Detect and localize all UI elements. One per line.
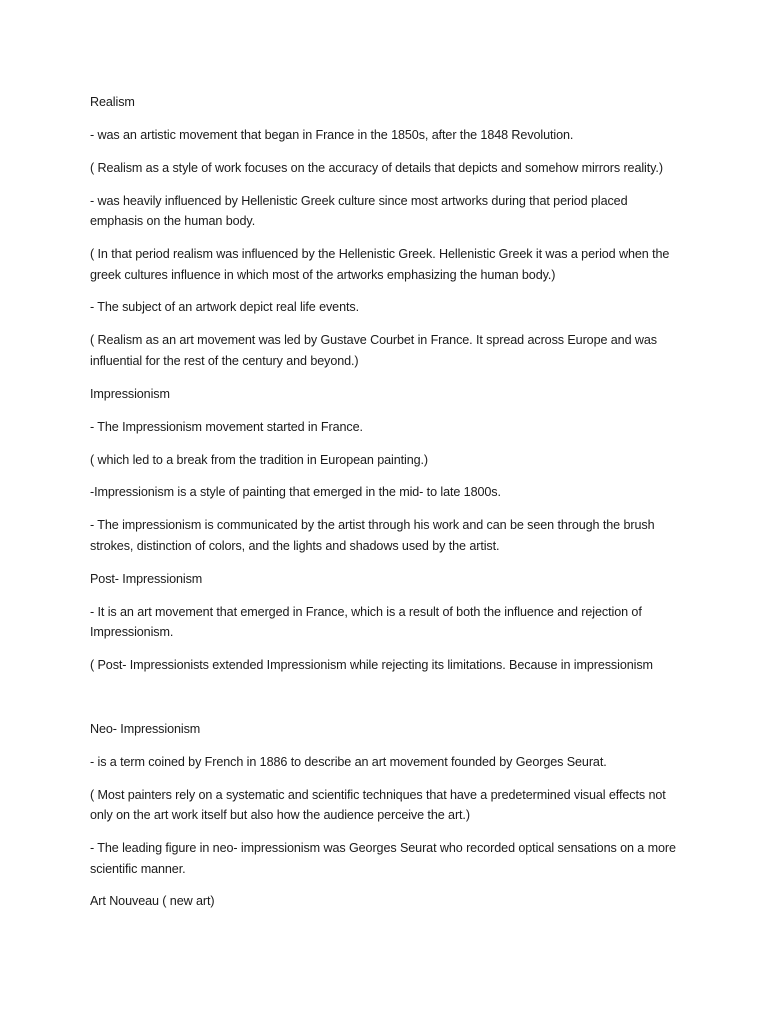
paragraph: ( which led to a break from the tradition in European painting.)	[90, 452, 429, 467]
paragraph: - is a term coined by French in 1886 to describe an art movement founded by Georges Seurat.	[90, 754, 607, 769]
section-heading-art-nouveau: Art Nouveau ( new art)	[90, 894, 215, 909]
paragraph: - The impressionism is communicated by the artist through his work and can be seen through the brush strokes, distinction of colors, and the lights and shadows used by the artist.	[90, 518, 655, 553]
paragraph: - was heavily influenced by Hellenistic Greek culture since most artworks during that period placed emphasis on the human body.	[90, 193, 628, 229]
paragraph: ( Post- Impressionists extended Impressionism while rejecting its limitations. Because in impressionism	[90, 657, 653, 672]
paragraph: ( In that period realism was influenced by the Hellenistic Greek. Hellenistic Greek it was a period when the greek cultures influence in which most of the artworks emphasizing the human body.)	[90, 247, 670, 282]
paragraph: -Impressionism is a style of painting that emerged in the mid- to late 1800s.	[90, 485, 501, 500]
paragraph: - was an artistic movement that began in France in the 1850s, after the 1848 Revolution.	[90, 127, 574, 142]
paragraph: ( Realism as a style of work focuses on the accuracy of details that depicts and somehow mirrors reality.)	[90, 160, 663, 175]
section-heading-post-impressionism: Post- Impressionism	[90, 571, 203, 586]
paragraph: ( Most painters rely on a systematic and scientific techniques that have a predetermined visual effects not only on the art work itself but also how the audience perceive the art.)	[90, 787, 666, 823]
paragraph: - The subject of an artwork depict real life events.	[90, 300, 359, 315]
section-heading-neo-impressionism: Neo- Impressionism	[90, 721, 201, 736]
section-heading-impressionism: Impressionism	[90, 386, 170, 401]
paragraph: - It is an art movement that emerged in France, which is a result of both the influence and rejection of Impressionism.	[90, 604, 642, 640]
document-body	[90, 92, 680, 924]
paragraph: - The Impressionism movement started in France.	[90, 419, 363, 434]
paragraph: ( Realism as an art movement was led by Gustave Courbet in France. It spread across Europe and was influential for the rest of the century and beyond.)	[90, 333, 657, 368]
section-heading-realism: Realism	[90, 95, 135, 109]
blank-space	[90, 688, 680, 719]
paragraph: - The leading figure in neo- impressionism was Georges Seurat who recorded optical sensations on a more scientific manner.	[90, 841, 676, 876]
